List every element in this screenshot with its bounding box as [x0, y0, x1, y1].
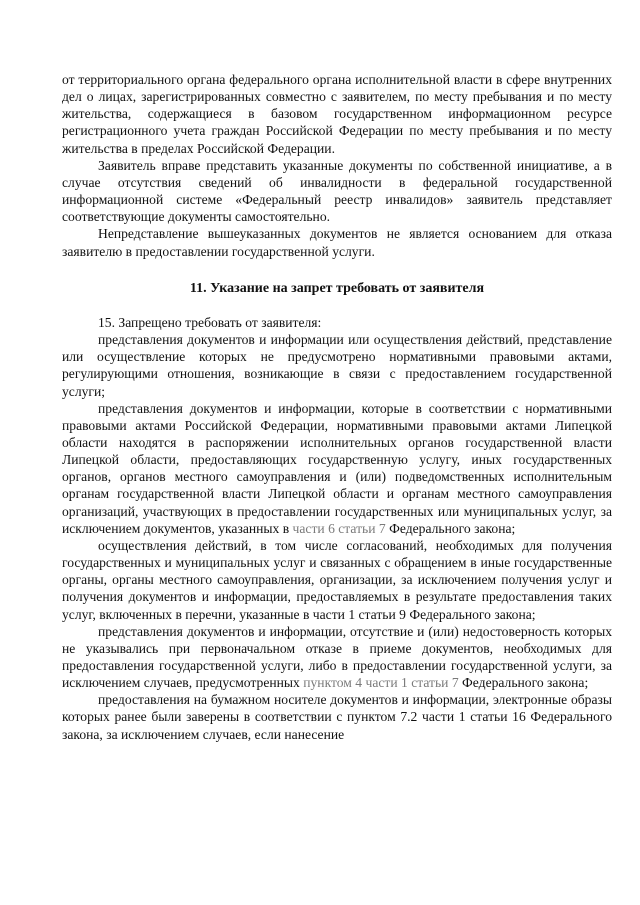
- list-item-4-text: представления документов и информации, отсутствие и (или) недостоверность которых не указывались при первоначальном отказе в приеме документов, необходимых для предоставления государственной услуги, либо в предоставлении государственной услуги, за исключением случаев, предусмотренных: [62, 623, 612, 691]
- list-item-2-tail: Федерального закона;: [385, 520, 516, 536]
- paragraph-applicant-right: Заявитель вправе представить указанные документы по собственной инициативе, а в случае отсутствия сведений об инвалидности в федеральной государственной информационной системе «Федеральный реестр инвалидов» заявитель представляет соответствующие документы самостоятельно.: [62, 157, 612, 225]
- list-item-4: [62, 623, 612, 692]
- section-heading: 11. Указание на запрет требовать от заявителя: [189, 280, 485, 296]
- law-reference-link[interactable]: пунктом 4 части 1 статьи 7: [303, 675, 459, 691]
- document-page: [62, 71, 612, 743]
- list-item-2: [62, 400, 612, 537]
- paragraph-continuation: от территориального органа федерального органа исполнительной власти в сфере внутренних дел о лицах, зарегистрированных совместно с заявителем, по месту пребывания и по месту жительства, содержащиеся в базовом государственном информационном ресурсе регистрационного учета граждан Российской Федерации по месту пребывания и по месту жительства в пределах Российской Федерации.: [62, 72, 612, 156]
- list-item-2-text: представления документов и информации, которые в соответствии с нормативными правовыми актами Российской Федерации, нормативными правовыми актами Липецкой области находятся в распоряжении исполнительных органов государственной власти Липецкой области, предоставляющих государственную услугу, иных государственных органов, органов местного самоуправления и (или) подведомственных исполнительным органам государственной власти Липецкой области и органам местного самоуправления организаций, участвующих в предоставлении государственных или муниципальных услуг, за исключением документов, указанных в: [62, 400, 612, 536]
- clause-intro: 15. Запрещено требовать от заявителя:: [98, 314, 322, 330]
- list-item-1: представления документов и информации или осуществления действий, представление или осуществление которых не предусмотрено нормативными правовыми актами, регулирующими отношения, возникающие в связи с предоставлением государственной услуги;: [62, 332, 612, 399]
- law-reference-link[interactable]: части 6 статьи 7: [292, 520, 386, 536]
- list-item-4-tail: Федерального закона;: [458, 675, 589, 691]
- paragraph-non-submission: Непредставление вышеуказанных документов не является основанием для отказа заявителю в предоставлении государственной услуги.: [62, 226, 612, 259]
- list-item-3: осуществления действий, в том числе согласований, необходимых для получения государственных и муниципальных услуг и связанных с обращением в иные государственные органы, органы местного самоуправления, организации, за исключением получения услуг и получения документов и информации, предоставляемых в результате предоставления таких услуг, включенных в перечни, указанные в части 1 статьи 9 Федерального закона;: [62, 537, 612, 622]
- list-item-5: предоставления на бумажном носителе документов и информации, электронные образы которых ранее были заверены в соответствии с пунктом 7.2 части 1 статьи 16 Федерального закона, за исключением случаев, если нанесение: [62, 692, 612, 742]
